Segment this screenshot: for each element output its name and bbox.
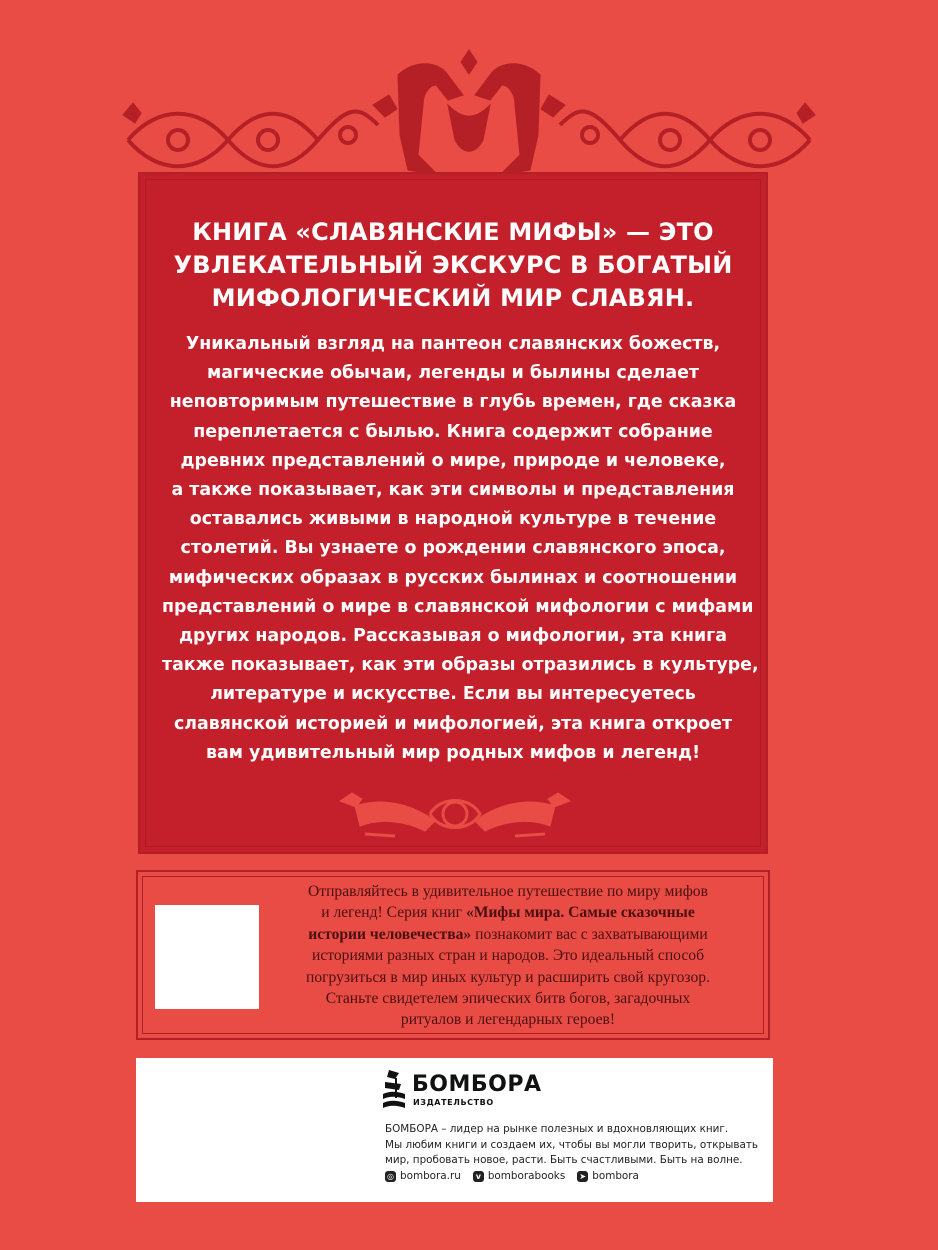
publisher-desc-line: Мы любим книги и создаем их, чтобы вы могли творить, открывать <box>385 1138 759 1151</box>
series-panel <box>136 870 770 1040</box>
headline-line: КНИГА «СЛАВЯНСКИЕ МИФЫ» — ЭТО <box>192 218 714 246</box>
description-line: неповторимым путешествие в глубь времен, где сказка <box>169 392 737 413</box>
description-line: магические обычаи, легенды и былины сделает <box>206 363 699 384</box>
social-links <box>385 1170 639 1182</box>
vk-icon: v <box>473 1171 484 1182</box>
description-line: переплетается с былью. Книга содержит собрание <box>193 421 713 442</box>
series-line: погрузиться в мир иных культур и расширить свой кругозор. <box>306 968 710 986</box>
description-text <box>162 330 759 768</box>
publisher-logo[interactable] <box>381 1068 541 1114</box>
publisher-panel <box>136 1058 773 1202</box>
headline-line: УВЛЕКАТЕЛЬНЫЙ ЭКСКУРС В БОГАТЫЙ <box>173 251 733 279</box>
main-description-panel <box>138 172 768 854</box>
series-title-segment: истории человечества» <box>308 925 472 943</box>
series-title-segment: «Мифы мира. Самые сказочные <box>465 904 695 922</box>
social-label: bombora.ru <box>400 1170 461 1182</box>
description-line: также показывает, как эти образы отразились в культуре, <box>162 655 759 676</box>
ornament-bottom-icon <box>335 786 575 844</box>
publisher-desc-line: мир, пробовать новое, расти. Быть счастливыми. Быть на волне. <box>385 1154 743 1166</box>
social-label: bomborabooks <box>487 1170 566 1182</box>
description-line: оставались живыми в народной культуре в течение <box>189 509 717 530</box>
publisher-subtitle: ИЗДАТЕЛЬСТВО <box>413 1098 494 1107</box>
publisher-desc-line: БОМБОРА – лидер на рынке полезных и вдохновляющих книг. <box>385 1123 729 1135</box>
description-line: столетий. Вы узнаете о рождении славянского эпоса, <box>180 538 726 559</box>
description-line: а также показывает, как эти символы и представления <box>171 480 735 501</box>
web-icon: ◎ <box>385 1171 396 1182</box>
publisher-name: БОМБОРА <box>412 1072 542 1097</box>
description-line: древних представлений о мире, природе и человеке, <box>180 450 726 471</box>
series-line <box>258 902 758 923</box>
telegram-icon: ➤ <box>577 1171 588 1182</box>
series-line: Отправляйтесь в удивительное путешествие по миру мифов <box>308 883 708 900</box>
description-line: мифических образах в русских былинах и соотношении <box>168 567 738 588</box>
description-line: Уникальный взгляд на пантеон славянских божеств, <box>185 334 721 354</box>
social-label: bombora <box>592 1170 639 1182</box>
headline-line: МИФОЛОГИЧЕСКИЙ МИР СЛАВЯН. <box>211 284 695 312</box>
series-line: Станьте свидетелем эпических битв богов, загадочных <box>325 990 691 1008</box>
social-link-web[interactable] <box>385 1170 461 1182</box>
description-line: других народов. Рассказывая о мифологии, эта книга <box>178 626 728 647</box>
series-line: ритуалов и легендарных героев! <box>400 1011 616 1029</box>
series-text <box>258 881 758 1031</box>
description-line: представлений о мире в славянской мифологии с мифами <box>162 596 754 617</box>
description-line: вам удивительный мир родных мифов и легенд! <box>205 742 701 763</box>
series-line <box>258 924 758 945</box>
headline <box>170 216 736 315</box>
series-text-segment: познакомит вас с захватывающими <box>471 925 708 943</box>
publisher-description <box>385 1122 758 1169</box>
series-text-segment: и легенд! Серия книг <box>321 904 466 922</box>
social-link-telegram[interactable] <box>577 1170 639 1182</box>
series-image-placeholder <box>155 905 259 1009</box>
description-line: славянской историей и мифологией, эта книга откроет <box>173 713 733 734</box>
social-link-vk[interactable] <box>473 1170 565 1182</box>
series-line: историями разных стран и народов. Это идеальный способ <box>311 947 705 965</box>
bombora-logo-icon <box>381 1068 409 1114</box>
description-line: литературе и искусстве. Если вы интересуетесь <box>210 684 696 705</box>
